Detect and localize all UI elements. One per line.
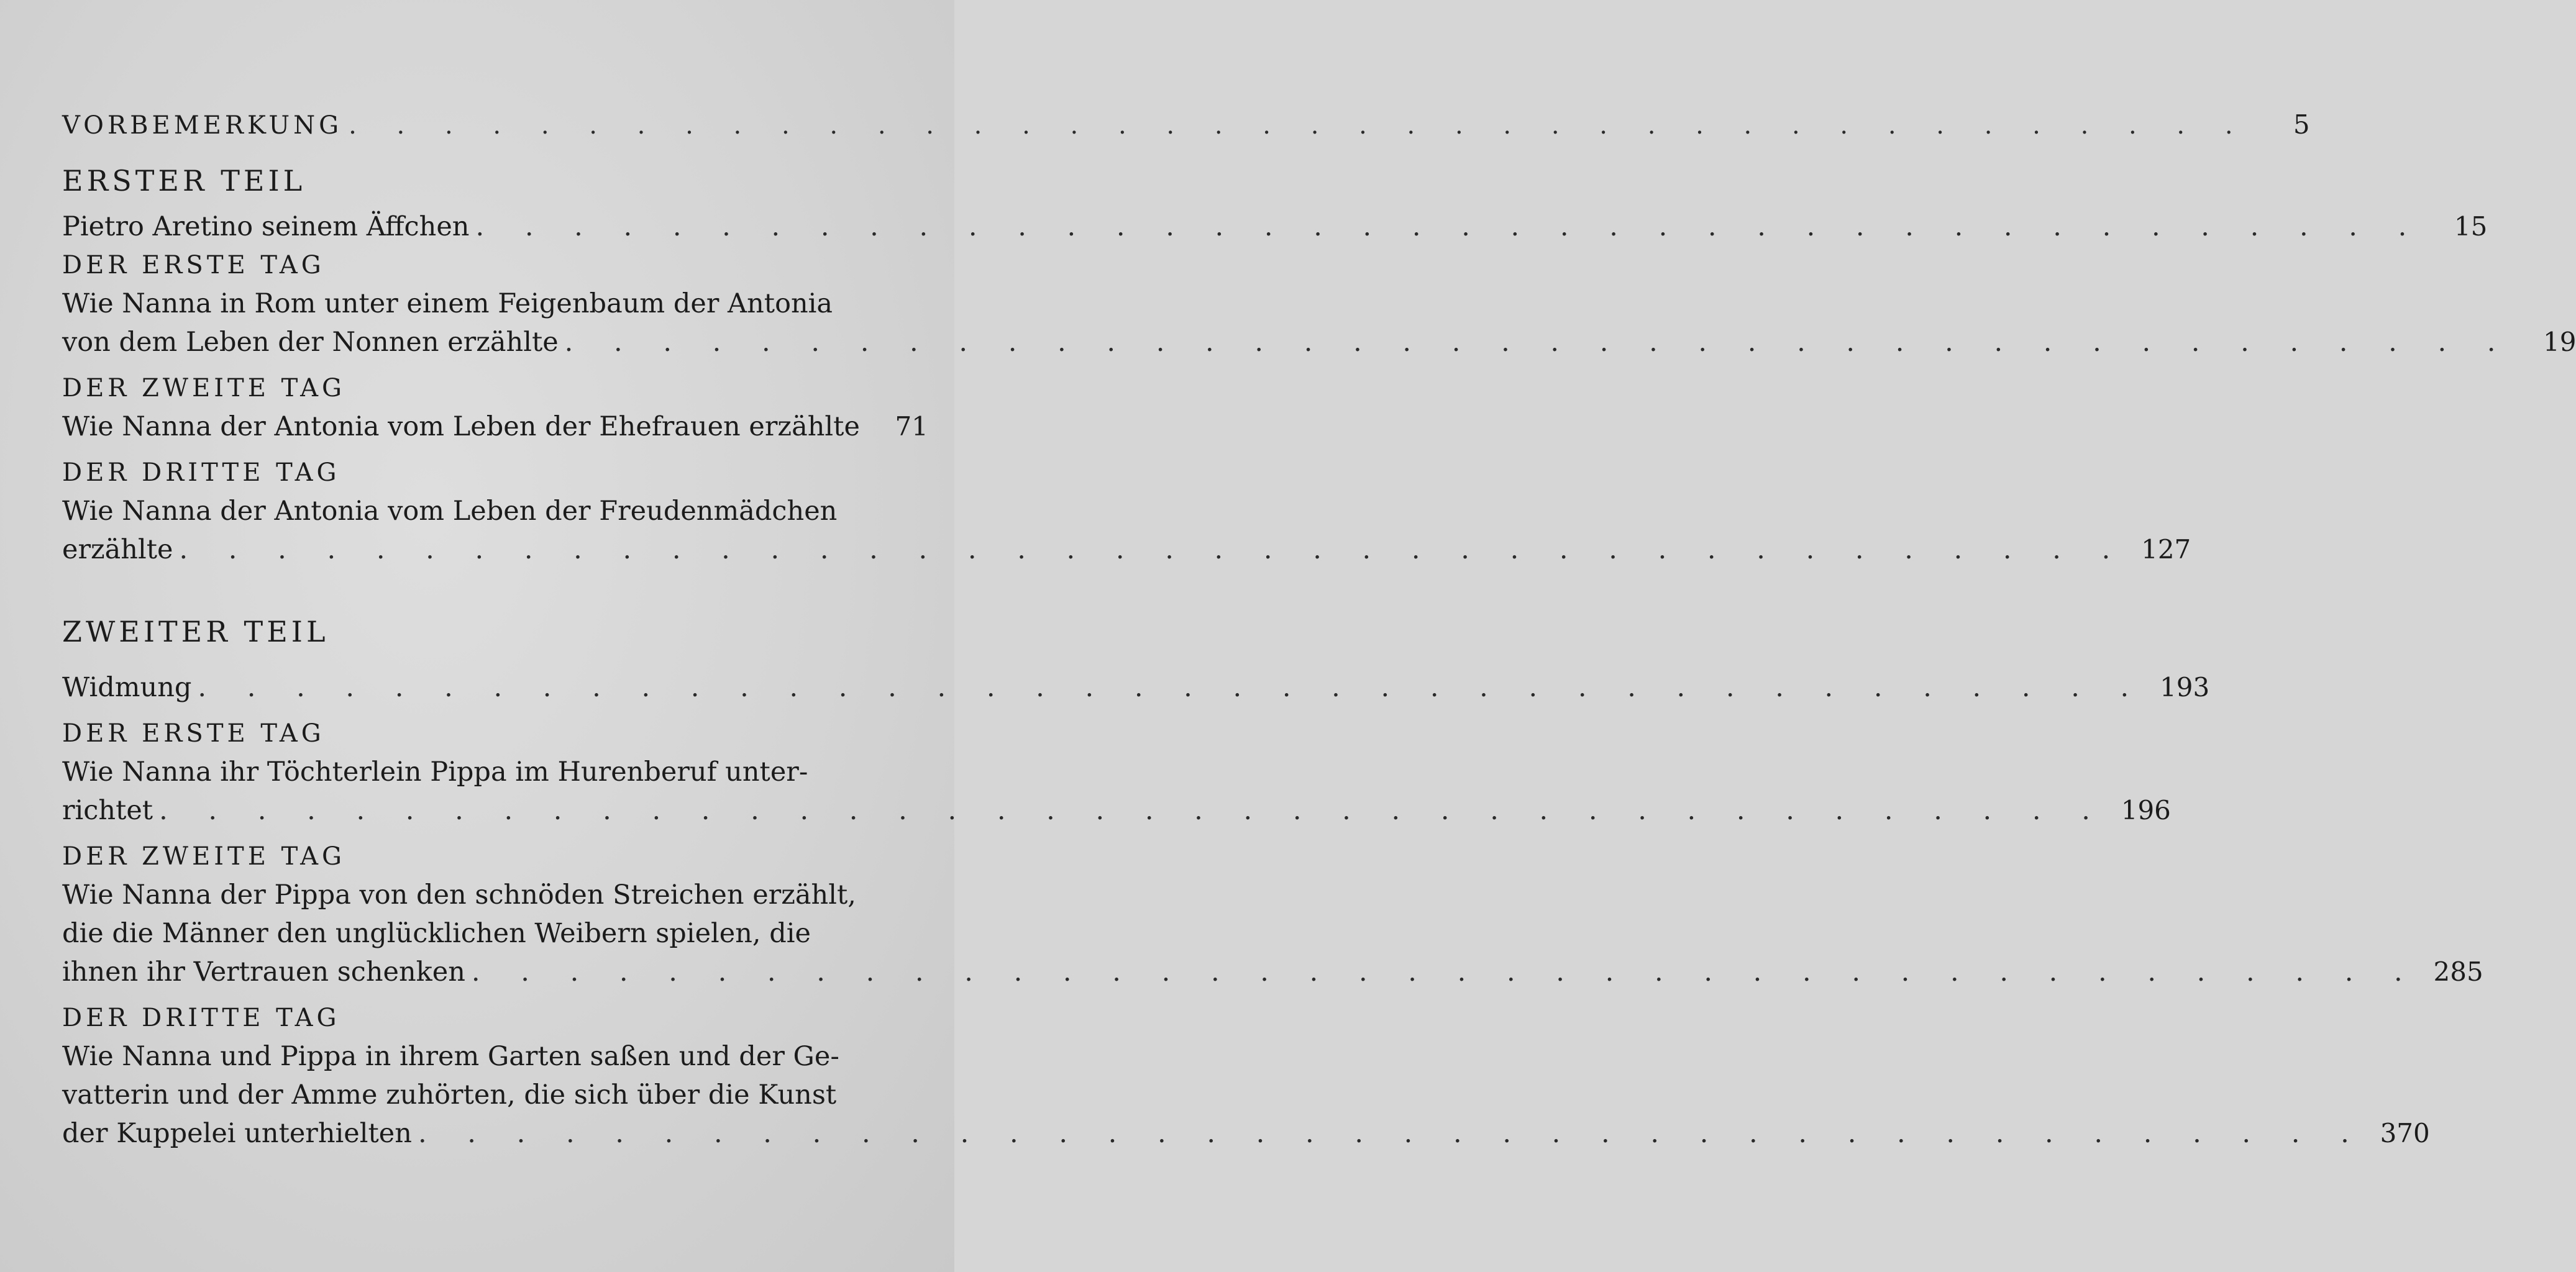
table-of-contents [62,106,2576,1153]
page-number: 15 [2454,211,2488,242]
page-number: 19 [2543,327,2576,357]
dot-leader: . . . . . . . . . . . . . . . . . . . . . . . . . . . . . . . . . . . . . . . . [418,1118,2365,1149]
page-number: 5 [2293,109,2314,140]
toc-entry-last-line [62,323,2576,361]
dot-leader: . . . . . . . . . . . . . . . . . . . . . . . . . . . . . . . . . . . . . . . . [179,534,2127,565]
entry-label: richtet [62,795,153,826]
dot-leader: . . . . . . . . . . . . . . . . . . . . . . . . . . . . . . . . . . . . . . . . [159,795,2106,826]
dot-leader: . . . . . . . . . . . . . . . . . . . . . . . . . . . . . . . . . . . . . . . . [471,956,2419,988]
entry-label: erzählte [62,534,173,565]
day-heading: DER DRITTE TAG [62,458,340,487]
entry-label: Wie Nanna der Antonia vom Leben der Ehefrauen erzählte [62,411,860,442]
day-heading: DER ZWEITE TAG [62,374,345,402]
toc-entry-last-line [62,1114,2430,1153]
toc-entry-intro [62,207,2488,246]
toc-entry-last-line [62,791,2171,830]
page-number: 193 [2160,672,2210,702]
entry-line: die die Männer den unglücklichen Weibern spielen, die [62,918,811,949]
dot-leader: . . . . . . . . . . . . . . . . . . . . . . . . . . . . . . . . . . . . . . . . [564,327,2512,358]
page-number: 285 [2433,956,2483,987]
part-title: ZWEITER TEIL [62,615,329,648]
day-heading: DER ERSTE TAG [62,251,325,279]
page-number: 127 [2141,534,2191,565]
entry-line: Wie Nanna ihr Töchterlein Pippa im Hurenberuf unter- [62,756,808,788]
entry-label: von dem Leben der Nonnen erzählte [62,327,559,358]
toc-entry-vorbemerkung [62,106,2314,144]
toc-entry-last-line [62,407,928,446]
part-title: ERSTER TEIL [62,164,306,198]
entry-line: Wie Nanna in Rom unter einem Feigenbaum der Antonia [62,288,833,319]
dot-leader: . . . . . . . . . . . . . . . . . . . . . . . . . . . . . . . . . . . . . . . . [198,672,2145,703]
entry-label: ihnen ihr Vertrauen schenken [62,956,465,988]
entry-label: Widmung [62,672,192,703]
day-heading: DER ZWEITE TAG [62,842,345,871]
entry-label: VORBEMERKUNG [62,111,343,140]
day-heading: DER DRITTE TAG [62,1004,340,1032]
day-heading: DER ERSTE TAG [62,719,325,748]
toc-entry-last-line [62,530,2191,569]
toc-entry-last-line [62,953,2483,991]
entry-line: Wie Nanna der Antonia vom Leben der Freudenmädchen [62,496,838,527]
page-number: 71 [895,411,928,442]
page-number: 370 [2380,1118,2430,1148]
toc-entry-intro [62,668,2210,707]
page-number: 196 [2121,795,2171,825]
dot-leader: . . . . . . . . . . . . . . . . . . . . . . . . . . . . . . . . . . . . . . . . [475,211,2423,242]
entry-line: Wie Nanna der Pippa von den schnöden Streichen erzählt, [62,879,856,911]
dot-leader: . . . . . . . . . . . . . . . . . . . . . . . . . . . . . . . . . . . . . . . . [349,111,2249,140]
entry-label: der Kuppelei unterhielten [62,1118,412,1149]
entry-line: vatterin und der Amme zuhörten, die sich über die Kunst [62,1079,837,1111]
entry-label: Pietro Aretino seinem Äffchen [62,211,470,242]
entry-line: Wie Nanna und Pippa in ihrem Garten saßen und der Ge- [62,1041,839,1072]
